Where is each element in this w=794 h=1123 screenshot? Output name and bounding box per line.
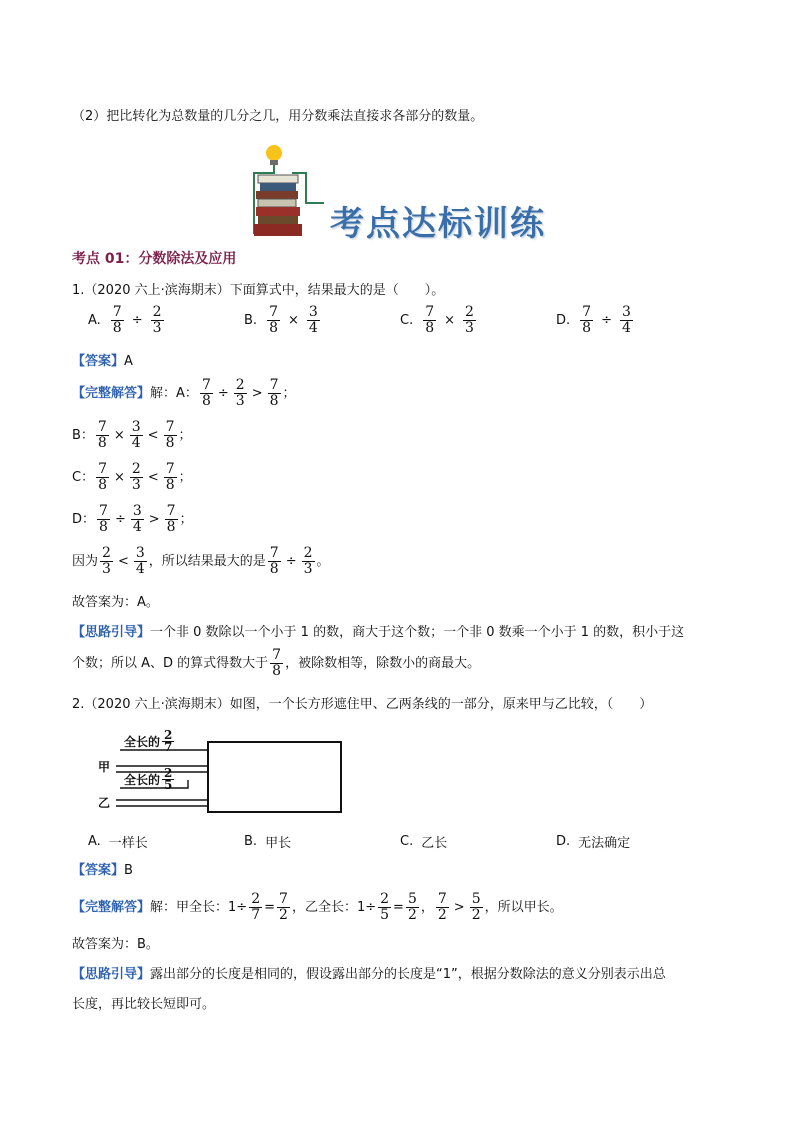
q2-final: 故答案为：B。	[72, 937, 159, 952]
note-yi: 全长的 $\frac{2}{5}$	[124, 766, 173, 792]
section-title: 考点 01：分数除法及应用	[72, 251, 237, 267]
q2-hint-line2: 长度，再比较长短即可。	[72, 997, 216, 1012]
books-lightbulb-icon	[244, 143, 334, 243]
q1-hint-line1: 【思路引导】一个非 0 数除以一个小于 1 的数，商大于这个数；一个非 0 数乘一个小于 1 的数，积小于这	[72, 625, 685, 640]
q1-final: 故答案为：A。	[72, 595, 159, 610]
q1-option-b: B. $\frac{7}{8}$ × $\frac{3}{4}$	[244, 304, 318, 336]
q1-option-c: C. $\frac{7}{8}$ × $\frac{2}{3}$	[400, 304, 474, 336]
q2-figure	[96, 730, 346, 815]
q1-option-d: D. $\frac{7}{8}$ ÷ $\frac{3}{4}$	[556, 304, 631, 336]
q2-stem: 2.（2020 六上·滨海期末）如图，一个长方形遮住甲、乙两条线的一部分，原来甲与乙比较，（ ）	[72, 697, 653, 712]
q1-solution-b: B： $\frac{7}{8}$ × $\frac{3}{4}$ < $\frac{7}{8}$ ；	[72, 419, 192, 451]
label-yi: 乙	[98, 796, 111, 810]
q1-option-a: A. $\frac{7}{8}$ ÷ $\frac{2}{3}$	[88, 304, 162, 336]
q1-stem: 1.（2020 六上·滨海期末）下面算式中，结果最大的是（ ）。	[72, 283, 445, 298]
q2-answer: 【答案】B	[72, 863, 133, 878]
q1-because: 因为 $\frac{2}{3}$ < $\frac{3}{4}$ ，所以结果最大的是 $\frac{7}{8}$ ÷ $\frac{2}{3}$ 。	[72, 545, 330, 577]
q1-hint-line2: 个数；所以 A、D 的算式得数大于 $\frac{7}{8}$ ，被除数相等，除数小的商最大。	[72, 647, 481, 679]
q2-hint-line1: 【思路引导】露出部分的长度是相同的，假设露出部分的长度是“1”，根据分数除法的意义分别表示出总	[72, 967, 666, 982]
label-jia: 甲	[98, 760, 111, 774]
q2-solution: 【完整解答】 解：甲全长：1÷ $\frac{2}{7}$ = $\frac{7}{2}$ ，乙全长：1÷ $\frac{2}{5}$ = $\frac{5}{2}$ ， $\frac{7}{2}$ > $\frac{5}{2}$ ，所以甲长。	[72, 891, 563, 923]
q1-solution-c: C： $\frac{7}{8}$ × $\frac{2}{3}$ < $\frac{7}{8}$ ；	[72, 461, 192, 493]
q2-option-a: A. 一样长	[88, 834, 148, 851]
q1-solution-d: D： $\frac{7}{8}$ ÷ $\frac{3}{4}$ > $\frac{7}{8}$ ；	[72, 503, 193, 535]
q2-option-b: B. 甲长	[244, 834, 292, 851]
q2-option-c: C. 乙长	[400, 834, 448, 851]
q1-answer: 【答案】A	[72, 354, 133, 369]
note-jia: 全长的 $\frac{2}{7}$	[124, 728, 173, 754]
q1-solution-a: 【完整解答】 解： A： $\frac{7}{8}$ ÷ $\frac{2}{3}$ > $\frac{7}{8}$ ；	[72, 377, 296, 409]
q2-option-d: D. 无法确定	[556, 834, 631, 851]
intro-text: （2）把比转化为总数量的几分之几，用分数乘法直接求各部分的数量。	[72, 109, 484, 124]
banner-title: 考点达标训练	[330, 204, 546, 244]
